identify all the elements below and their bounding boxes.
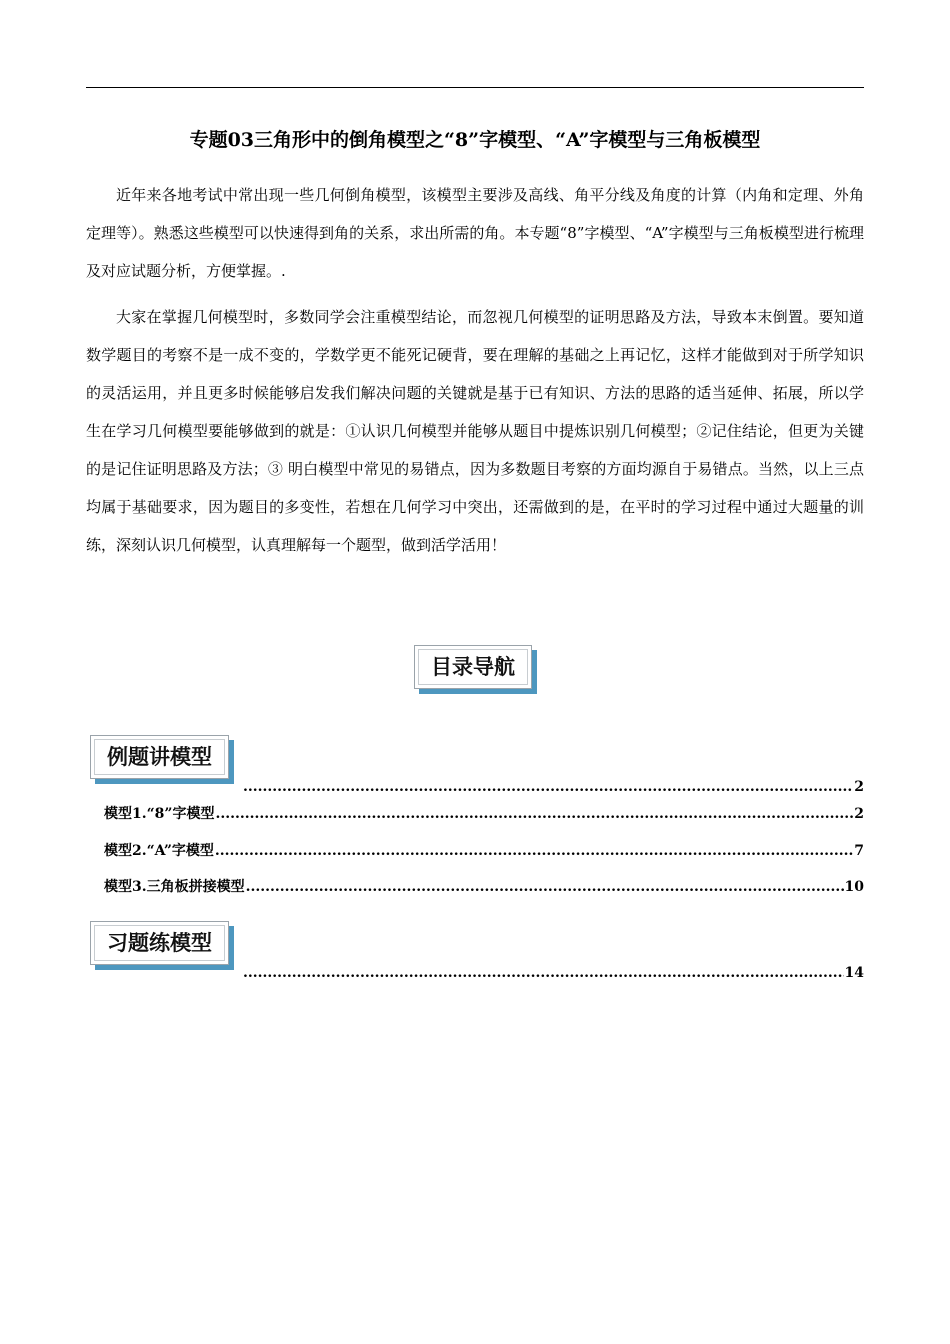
toc-page-number: 10 (844, 879, 864, 895)
toc-entry-label: 模型3.三角板拼接模型 (104, 879, 245, 895)
section-badge-label: 例题讲模型 (107, 745, 212, 769)
toc-page-number: 2 (854, 806, 864, 822)
dot-leader (243, 963, 844, 983)
toc-entry-model-3[interactable] (104, 877, 864, 897)
toc-entry-examples[interactable] (242, 777, 864, 797)
dot-leader (246, 877, 844, 897)
dot-leader (215, 804, 853, 824)
section-badge-label: 习题练模型 (107, 931, 212, 955)
toc-page-number: 14 (844, 965, 864, 981)
toc-entry-label: 模型1.“8”字模型 (104, 806, 215, 822)
toc-entry-practice[interactable] (242, 963, 864, 983)
toc-page-number: 2 (854, 779, 864, 795)
toc-heading: 目录导航 (431, 655, 515, 679)
toc-page-number: 7 (854, 843, 864, 859)
toc-entry-model-2[interactable] (104, 841, 864, 861)
toc-entry-model-1[interactable] (104, 804, 864, 824)
intro-paragraph-1: 近年来各地考试中常出现一些几何倒角模型，该模型主要涉及高线、角平分线及角度的计算（内角和定理、外角定理等）。熟悉这些模型可以快速得到角的关系，求出所需的角。本专题“8”字模型、“A”字模型与三角板模型进行梳理及对应试题分析，方便掌握。. (86, 186, 864, 280)
intro-paragraph-2: 大家在掌握几何模型时，多数同学会注重模型结论，而忽视几何模型的证明思路及方法，导致本末倒置。要知道数学题目的考察不是一成不变的，学数学更不能死记硬背，要在理解的基础之上再记忆，这样才能做到对于所学知识的灵活运用，并且更多时候能够启发我们解决问题的关键就是基于已有知识、方法的思路的适当延伸、拓展，所以学生在学习几何模型要能够做到的就是：①认识几何模型并能够从题目中提炼识别几何模型；②记住结论，但更为关键的是记住证明思路及方法；③ 明白模型中常见的易错点，因为多数题目考察的方面均源自于易错点。当然，以上三点均属于基础要求，因为题目的多变性，若想在几何学习中突出，还需做到的是，在平时的学习过程中通过大题量的训练，深刻认识几何模型，认真理解每一个题型，做到活学活用！ (86, 308, 864, 554)
section-badge-practice (90, 921, 229, 965)
toc-entry-label: 模型2.“A”字模型 (104, 843, 214, 859)
header-rule (86, 87, 864, 88)
section-badge-examples (90, 735, 229, 779)
document-title: 专题03三角形中的倒角模型之“8”字模型、“A”字模型与三角板模型 (189, 129, 761, 151)
toc-heading-badge (414, 645, 532, 689)
dot-leader (243, 777, 853, 797)
dot-leader (215, 841, 853, 861)
